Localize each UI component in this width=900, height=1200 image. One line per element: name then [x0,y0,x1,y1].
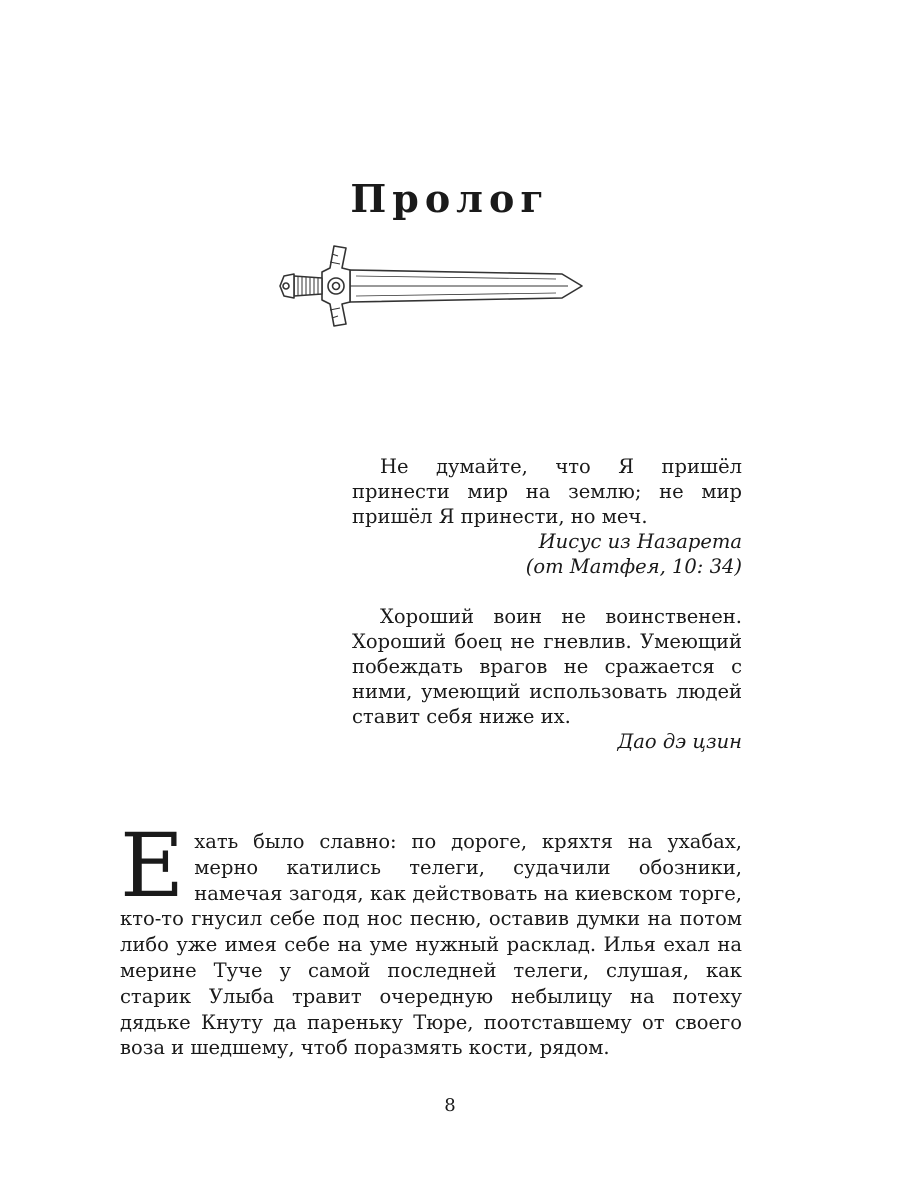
epigraph-text: Хороший воин не воинственен. Хороший боец не гневлив. Умеющий побеждать врагов не сражается с ними, умеющий использовать людей ставит себя ниже их. [352,605,742,728]
chapter-title: Пролог [350,176,550,221]
page-number: 8 [444,1095,456,1116]
drop-cap: Е [120,814,185,917]
body-paragraph [120,814,742,1061]
epigraph [352,454,742,579]
epigraph [352,604,742,754]
body-text: хать было славно: по дороге, кряхтя на ухабах, мерно катились телеги, судачили обозники, намечая загодя, как действовать на киевском торге, кто-то гнусил себе под нос песню, оставив думки на потом либо уже имея себе на уме нужный расклад. Илья ехал на мерине Туче у самой последней телеги, слушая, как старик Улыба травит очередную небылицу на потеху дядьке Кнуту да пареньку Тюре, поотставшему от своего воза и шедшему, чтоб поразмять кости, рядом. [120,830,742,1060]
sword-icon [272,240,588,330]
epigraph-source: (от Матфея, 10: 34) [525,555,742,578]
epigraph-text: Не думайте, что Я пришёл принести мир на землю; не мир пришёл Я принести, но меч. [352,455,742,528]
epigraph-author: Иисус из Назарета [538,530,742,553]
epigraph-author: Дао дэ цзин [617,730,742,753]
